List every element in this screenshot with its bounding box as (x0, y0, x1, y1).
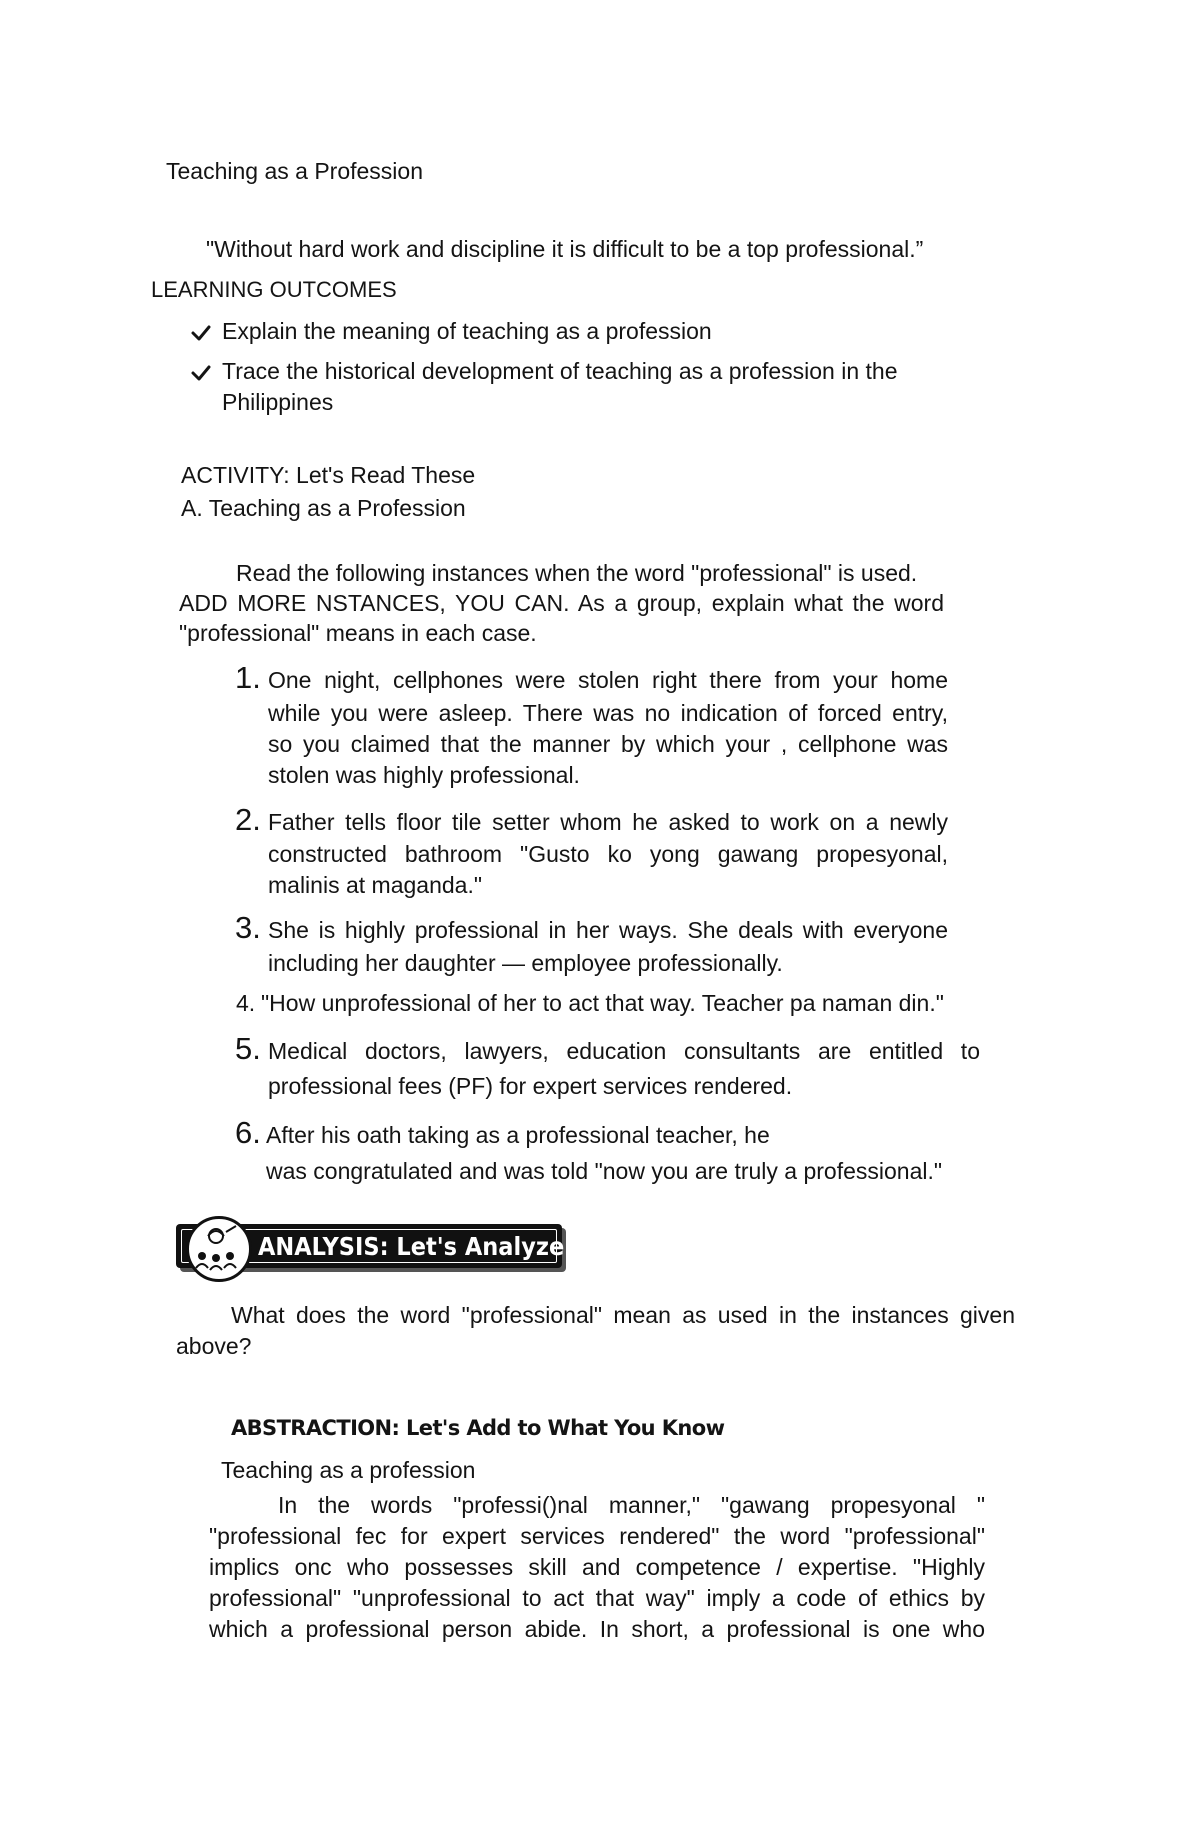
intro-line: Read the following instances when the word "professional" is used. (236, 560, 918, 586)
paragraph-line: professional" "unprofessional to act that way" imply a code of ethics by (209, 1585, 985, 1611)
outcome-item: Trace the historical development of teaching as a profession in the (222, 358, 898, 384)
outcome-item-continued: Philippines (222, 389, 334, 415)
instance-line: stolen was highly professional. (268, 762, 580, 788)
instance-number: 1. (235, 660, 261, 695)
instance-line: Father tells floor tile setter whom he asked to work on a newly (268, 809, 948, 835)
page-title: Teaching as a Profession (166, 158, 423, 184)
instance-line: malinis at maganda." (268, 872, 482, 898)
analysis-question-line: What does the word "professional" mean as used in the instances given (231, 1302, 1015, 1328)
activity-heading: ACTIVITY: Let's Read These (181, 462, 476, 488)
instance-line: including her daughter — employee professionally. (268, 950, 783, 976)
instance-line: professional fees (PF) for expert services rendered. (268, 1073, 793, 1099)
group-discussion-icon (186, 1216, 252, 1282)
activity-subheading: A. Teaching as a Profession (181, 495, 466, 521)
instance-line: so you claimed that the manner by which your , cellphone was (268, 731, 948, 757)
outcome-item: Explain the meaning of teaching as a profession (222, 318, 712, 344)
instance-number: 2. (235, 802, 261, 837)
instance-line: After his oath taking as a professional teacher, he (266, 1122, 770, 1148)
learning-outcomes-heading: LEARNING OUTCOMES (151, 277, 397, 302)
analysis-banner (176, 1216, 566, 1270)
intro-line: ADD MORE NSTANCES, YOU CAN. As a group, explain what the word (179, 590, 944, 616)
instance-line: One night, cellphones were stolen right there from your home (268, 667, 948, 693)
instance-line: "How unprofessional of her to act that way. Teacher pa naman din." (261, 990, 944, 1016)
instance-line: was congratulated and was told "now you are truly a professional." (266, 1158, 943, 1184)
paragraph-line: "professional fec for expert services rendered" the word "professional" (209, 1523, 985, 1549)
paragraph-line: implics onc who possesses skill and competence / expertise. "Highly (209, 1554, 985, 1580)
paragraph-line: In the words "professi()nal manner," "gawang propesyonal " (278, 1492, 985, 1518)
instance-number: 4. (236, 990, 256, 1016)
instance-number: 6. (235, 1115, 261, 1150)
instance-number: 5. (235, 1031, 261, 1066)
instance-number: 3. (235, 910, 261, 945)
analysis-banner-title: ANALYSIS: Let's Analyze (258, 1232, 565, 1261)
checkmark-icon (190, 322, 212, 344)
instance-line: while you were asleep. There was no indication of forced entry, (268, 700, 948, 726)
instance-line: She is highly professional in her ways. She deals with everyone (268, 917, 948, 943)
intro-line: "professional" means in each case. (179, 620, 537, 646)
quote: "Without hard work and discipline it is difficult to be a top professional.” (206, 236, 924, 262)
paragraph-line: which a professional person abide. In short, a professional is one who (209, 1616, 985, 1642)
abstraction-heading: ABSTRACTION: Let's Add to What You Know (231, 1416, 725, 1440)
instance-line: Medical doctors, lawyers, education consultants are entitled to (268, 1038, 980, 1064)
abstraction-subheading: Teaching as a profession (221, 1457, 476, 1483)
instance-line: constructed bathroom "Gusto ko yong gawang propesyonal, (268, 841, 948, 867)
checkmark-icon (190, 362, 212, 384)
analysis-question-line: above? (176, 1333, 252, 1359)
